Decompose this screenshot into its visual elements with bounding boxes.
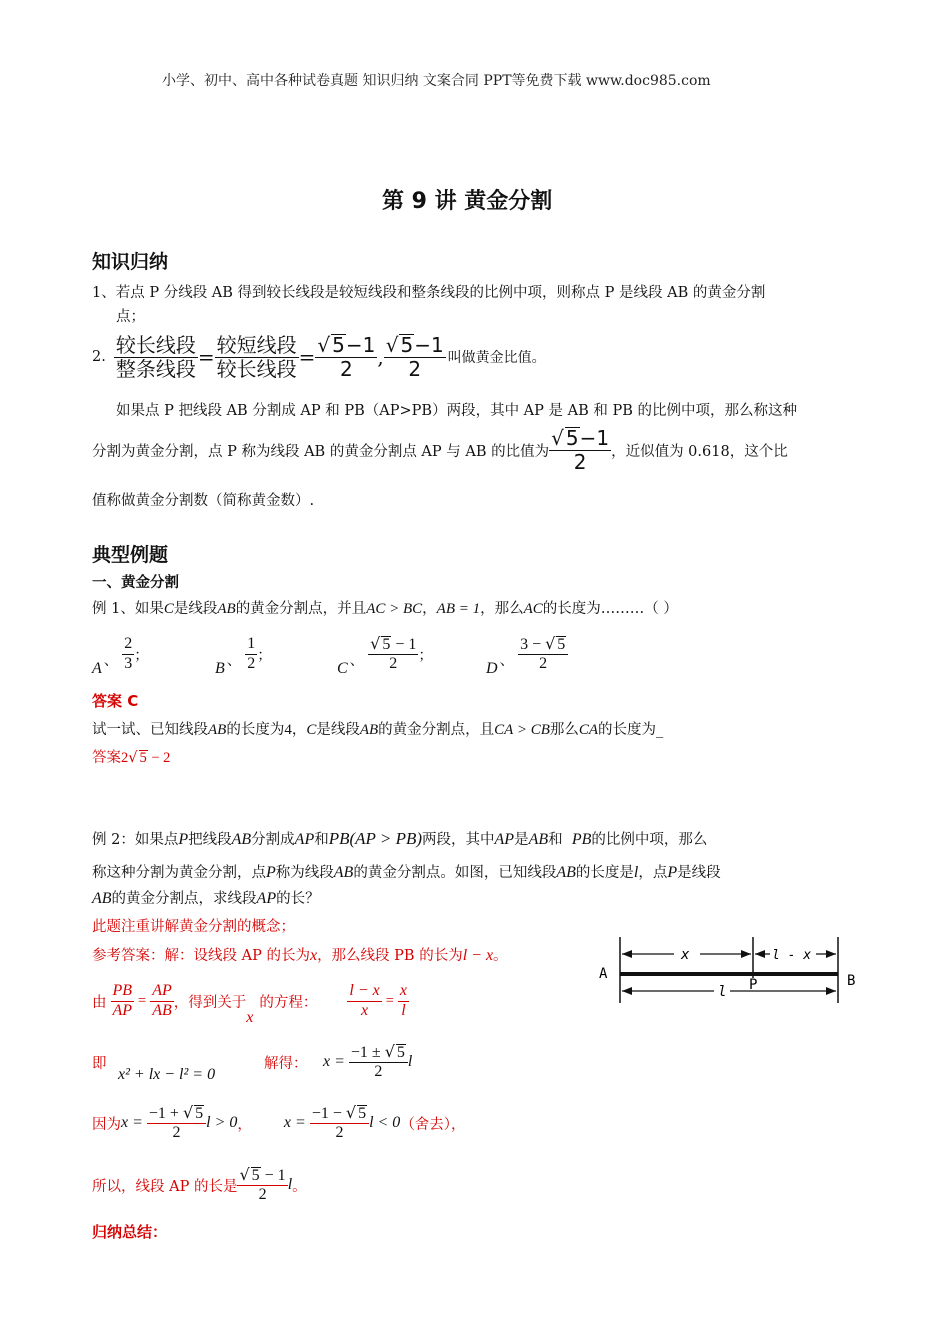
condition-pb: PB(AP > PB) <box>328 829 423 848</box>
fraction-denominator: 2 <box>339 356 353 381</box>
text: 的黄金分割点。如图，已知线段 <box>353 865 557 881</box>
var-p: P <box>266 864 276 881</box>
example2-line3 <box>92 887 320 908</box>
text: 称这种分割为黄金分割，点 <box>92 865 266 881</box>
solve-label: 解得： <box>264 1056 308 1072</box>
knowledge-heading: 知识归纳 <box>92 251 169 273</box>
var-ab: AB <box>217 601 236 617</box>
example2-line2 <box>92 861 721 882</box>
text: 两段，其中 <box>422 832 495 848</box>
fraction-negative-root <box>310 1104 369 1143</box>
var-x: x <box>309 947 318 964</box>
knowledge-item1-line1: 1、若点 P 分线段 AB 得到较长线段是较短线段和整条线段的比例中项，则称点 P 是线段 AB 的黄金分割 <box>92 285 766 301</box>
var-l: l <box>287 1176 293 1193</box>
text: 参考答案：解：设线段 AP 的长为 <box>92 948 310 964</box>
comma: , <box>377 345 384 369</box>
var-c: C <box>163 601 174 617</box>
example2-reference-answer <box>92 944 508 965</box>
radicand: 5 <box>557 635 566 653</box>
option-d[interactable] <box>486 630 568 678</box>
example1-answer: 答案 C <box>92 692 139 710</box>
text: 的长度是 <box>575 865 634 881</box>
radicand: 5 <box>396 1043 405 1061</box>
text: 称为线段 <box>275 865 334 881</box>
text: 是 <box>514 832 529 848</box>
text: 例 2：如果点 <box>92 832 179 848</box>
num-head: −1 + <box>148 1104 183 1122</box>
fraction-denominator: 2 <box>247 654 256 672</box>
negative-condition: l < 0 <box>369 1114 401 1131</box>
fraction-numerator: AP <box>150 982 174 1001</box>
var-x: x <box>246 1009 254 1026</box>
fraction-numerator <box>315 334 377 358</box>
fraction-denominator: AB <box>152 1001 172 1019</box>
x-equals: x = <box>283 1114 306 1131</box>
fraction-numerator: 较短线段 <box>216 332 297 357</box>
num-head: −1 − <box>311 1104 346 1122</box>
condition-ab-eq-1: AB = 1 <box>436 601 481 617</box>
knowledge-para-line1: 如果点 P 把线段 AB 分割成 AP 和 PB（AP>PB）两段，其中 AP 是 AB 和 PB 的比例中项，那么称这种 <box>116 403 797 419</box>
fraction-numerator <box>518 635 568 655</box>
para-text: ，近似值为 0.618，这个比 <box>611 443 788 460</box>
label-l: l <box>718 984 727 1000</box>
label-b: B <box>847 973 856 989</box>
example2-note: 此题注重讲解黄金分割的概念； <box>92 919 295 935</box>
solution-formula <box>323 1037 412 1087</box>
label-l-minus-x: l - x <box>772 948 812 963</box>
fraction-shorter-over-longer <box>215 334 299 381</box>
example2-line1 <box>92 828 707 849</box>
option-a[interactable] <box>92 630 149 678</box>
fraction-denominator: 3 <box>124 654 133 672</box>
positive-condition: l > 0 <box>206 1114 238 1131</box>
knowledge-item1-line2: 点； <box>116 309 145 325</box>
sep: 、 <box>349 653 365 669</box>
text: 把线段 <box>188 832 232 848</box>
text: ， <box>291 722 307 738</box>
radicand: 5 <box>382 635 391 653</box>
fraction-denominator: 2 <box>408 356 422 381</box>
option-c[interactable] <box>337 630 433 678</box>
var-ab: AB <box>208 722 227 738</box>
text: ，得到关于 <box>173 994 247 1011</box>
var-c: C <box>306 722 317 738</box>
fraction-denominator: 2 <box>389 655 398 672</box>
option-label: B <box>215 660 225 677</box>
sqrt-icon: √ <box>370 633 381 653</box>
sqrt-icon: √ <box>545 633 556 653</box>
sqrt-icon: √ <box>551 425 564 450</box>
text: 由 <box>92 994 107 1011</box>
radicand: 5 <box>251 1166 260 1184</box>
radicand: 5 <box>332 332 345 357</box>
arrow-right-icon <box>741 950 751 958</box>
text: 是线段 <box>173 601 218 617</box>
text: ，点 <box>638 865 668 881</box>
text: 分割成 <box>251 832 295 848</box>
sep: 、 <box>103 653 119 669</box>
radicand: 5 <box>358 1104 367 1122</box>
var-pb: PB <box>571 831 592 848</box>
option-label: A <box>92 660 102 677</box>
fraction-denominator: 2 <box>335 1124 344 1141</box>
fraction-numerator: l − x <box>347 982 381 1001</box>
sqrt-icon: √ <box>182 1102 194 1122</box>
semicolon: ； <box>257 647 272 664</box>
golden-ratio-caption: 叫做黄金比值。 <box>447 350 546 366</box>
example1-question <box>92 597 678 618</box>
fraction-numerator: 较长线段 <box>115 332 196 357</box>
answer-label: 答案 <box>92 750 121 766</box>
num-head: −1 ± <box>350 1043 385 1061</box>
sqrt-icon: √ <box>384 1041 395 1061</box>
arrow-right-icon <box>826 950 836 958</box>
var-ab: AB <box>359 722 379 738</box>
fraction-longer-over-whole <box>114 334 198 381</box>
equals-sign: = <box>197 345 215 369</box>
fraction-numerator <box>147 1104 206 1124</box>
fraction-numerator <box>237 1166 287 1186</box>
fraction-denominator: 2 <box>573 449 587 474</box>
var-ap: AP <box>494 831 515 848</box>
answer-tail: − 2 <box>147 750 171 766</box>
try-answer <box>92 746 170 767</box>
arrow-left-icon <box>622 987 632 995</box>
quadratic-equation: x² + lx − l² = 0 <box>118 1066 216 1083</box>
fraction-denominator: AP <box>112 1001 133 1019</box>
ji-label: 即 <box>92 1056 107 1072</box>
condition-ca-gt-cb: CA > CB <box>494 722 550 738</box>
period: 。 <box>292 1178 307 1195</box>
var-ap: AP <box>256 890 277 907</box>
var-l: l <box>407 1053 413 1070</box>
radicand: 5 <box>195 1104 204 1122</box>
condition-ac-gt-bc: AC > BC <box>366 601 423 617</box>
knowledge-para-line2 <box>92 424 788 476</box>
comma: ， <box>237 1116 252 1133</box>
fraction-l-minus-x-over-x <box>347 982 381 1020</box>
knowledge-para-line3: 值称做黄金分割数（简称黄金数）. <box>92 493 315 509</box>
option-a-fraction <box>122 635 134 673</box>
fraction-denominator: l <box>401 1001 406 1019</box>
num-head: 3 − <box>520 635 546 653</box>
text: 。 <box>493 948 508 964</box>
var-ac: AC <box>523 601 543 617</box>
arrow-right-icon <box>826 987 836 995</box>
fraction-numerator <box>368 635 418 655</box>
text: 的长度为 <box>226 722 285 738</box>
option-d-fraction <box>518 635 568 674</box>
label-p: P <box>749 977 758 993</box>
golden-ratio-formula <box>92 331 546 383</box>
fraction-golden-ratio <box>549 427 611 474</box>
fraction-positive-root <box>147 1104 206 1143</box>
fraction-numerator <box>549 427 611 451</box>
fraction-numerator <box>310 1104 369 1124</box>
fraction-golden-ratio <box>384 334 446 381</box>
minus-one: −1 <box>414 332 444 357</box>
fraction-denominator: 整条线段 <box>115 356 196 381</box>
try-question <box>92 718 663 739</box>
option-label: D <box>486 660 498 677</box>
text: 的黄金分割点，求线段 <box>111 891 257 907</box>
text: 所以，线段 AP 的长是 <box>92 1178 238 1195</box>
fraction-solution <box>349 1043 408 1082</box>
option-b-fraction <box>245 635 257 673</box>
examples-heading: 典型例题 <box>92 544 169 566</box>
num-tail: − 1 <box>391 635 417 653</box>
var-ab: AB <box>333 864 354 881</box>
option-b[interactable] <box>215 630 272 678</box>
sqrt-icon: √ <box>345 1102 357 1122</box>
text: 那么 <box>549 722 579 738</box>
sep: 、 <box>499 653 515 669</box>
discard-note: （舍去）， <box>400 1116 466 1133</box>
text: 是线段 <box>316 722 360 738</box>
text: 的黄金分割点，并且 <box>235 601 367 617</box>
text: 试一试、已知线段 <box>92 722 208 738</box>
arrow-left-icon <box>622 950 632 958</box>
fraction-numerator: PB <box>111 982 135 1001</box>
var-p: P <box>178 831 189 848</box>
fraction-numerator <box>349 1043 408 1063</box>
item2-number: 2. <box>92 349 106 365</box>
final-answer <box>92 1160 307 1210</box>
text: 的方程： <box>259 994 318 1011</box>
arrow-left-icon <box>755 950 765 958</box>
fraction-denominator: 2 <box>258 1186 267 1203</box>
radicand: 5 <box>139 750 147 766</box>
minus-one: −1 <box>579 425 610 450</box>
section-golden-section: 一、黄金分割 <box>92 575 179 591</box>
text: 和 <box>548 832 563 848</box>
var-ab: AB <box>556 864 576 881</box>
x-equals: x = <box>323 1053 345 1070</box>
root-check <box>92 1098 466 1148</box>
sqrt-icon: √ <box>317 332 331 357</box>
sqrt-icon: √ <box>128 750 138 766</box>
text: ，那么 <box>480 601 524 617</box>
fraction-denominator: 2 <box>172 1124 181 1141</box>
fraction-final <box>237 1166 287 1205</box>
fraction-x-over-l <box>398 982 409 1020</box>
var-ca: CA <box>578 722 599 738</box>
text: 的长度为_ <box>598 722 664 738</box>
text: 的长度为………（ ） <box>542 601 678 617</box>
text: 是线段 <box>677 865 721 881</box>
radicand: 5 <box>565 425 579 450</box>
fraction-denominator: 2 <box>539 655 548 672</box>
option-label: C <box>337 660 348 677</box>
semicolon: ； <box>418 647 433 664</box>
fraction-numerator: x <box>398 982 409 1001</box>
var-p: P <box>667 864 678 881</box>
x-equals: x = <box>121 1114 143 1131</box>
fraction-denominator: 较长线段 <box>216 356 297 381</box>
text: ， <box>422 601 437 617</box>
num-tail: − 1 <box>260 1166 286 1184</box>
text: 的长？ <box>276 891 320 907</box>
equals-sign: = <box>138 992 147 1009</box>
value-4: 4 <box>284 722 292 738</box>
equals-sign: = <box>298 345 316 369</box>
var-ap: AP <box>294 831 315 848</box>
sqrt-icon: √ <box>239 1164 250 1184</box>
fraction-denominator: x <box>361 1001 369 1019</box>
label-a: A <box>599 966 608 982</box>
text: 的比例中项，那么 <box>591 832 708 848</box>
var-l: l <box>633 864 639 881</box>
answer-head: 2 <box>121 750 129 766</box>
segment-diagram <box>596 933 866 1008</box>
page-header: 小学、初中、高中各种试卷真题 知识归纳 文案合同 PPT等免费下载 www.doc985.com <box>162 73 711 89</box>
text: 例 1、如果 <box>92 601 164 617</box>
equals-sign: = <box>385 992 394 1009</box>
var-ab: AB <box>528 831 549 848</box>
label-x: x <box>681 947 690 963</box>
expr-l-minus-x: l − x <box>462 947 494 964</box>
text: 的黄金分割点，且 <box>378 722 495 738</box>
summary-heading: 归纳总结： <box>92 1223 168 1241</box>
proportion-equation <box>92 975 409 1027</box>
sep: 、 <box>226 653 242 669</box>
text: 因为 <box>92 1116 121 1133</box>
var-ab: AB <box>231 831 252 848</box>
radicand: 5 <box>400 332 414 357</box>
minus-one: −1 <box>345 332 376 357</box>
sqrt-icon: √ <box>385 332 399 357</box>
fraction-ap-over-ab <box>150 982 174 1020</box>
fraction-numerator: 1 <box>245 635 257 654</box>
fraction-numerator <box>384 334 446 358</box>
para-text: 分割为黄金分割，点 P 称为线段 AB 的黄金分割点 AP 与 AB 的比值为 <box>92 443 550 460</box>
option-c-fraction <box>368 635 418 674</box>
var-ab: AB <box>92 890 112 907</box>
text: ，那么线段 PB 的长为 <box>317 948 463 964</box>
fraction-numerator: 2 <box>122 635 134 654</box>
semicolon: ； <box>134 647 149 664</box>
fraction-golden-ratio <box>315 334 377 381</box>
fraction-denominator: 2 <box>374 1063 383 1080</box>
fraction-pb-over-ap <box>111 982 135 1020</box>
text: 和 <box>314 832 329 848</box>
page-title: 第 9 讲 黄金分割 <box>382 189 553 214</box>
